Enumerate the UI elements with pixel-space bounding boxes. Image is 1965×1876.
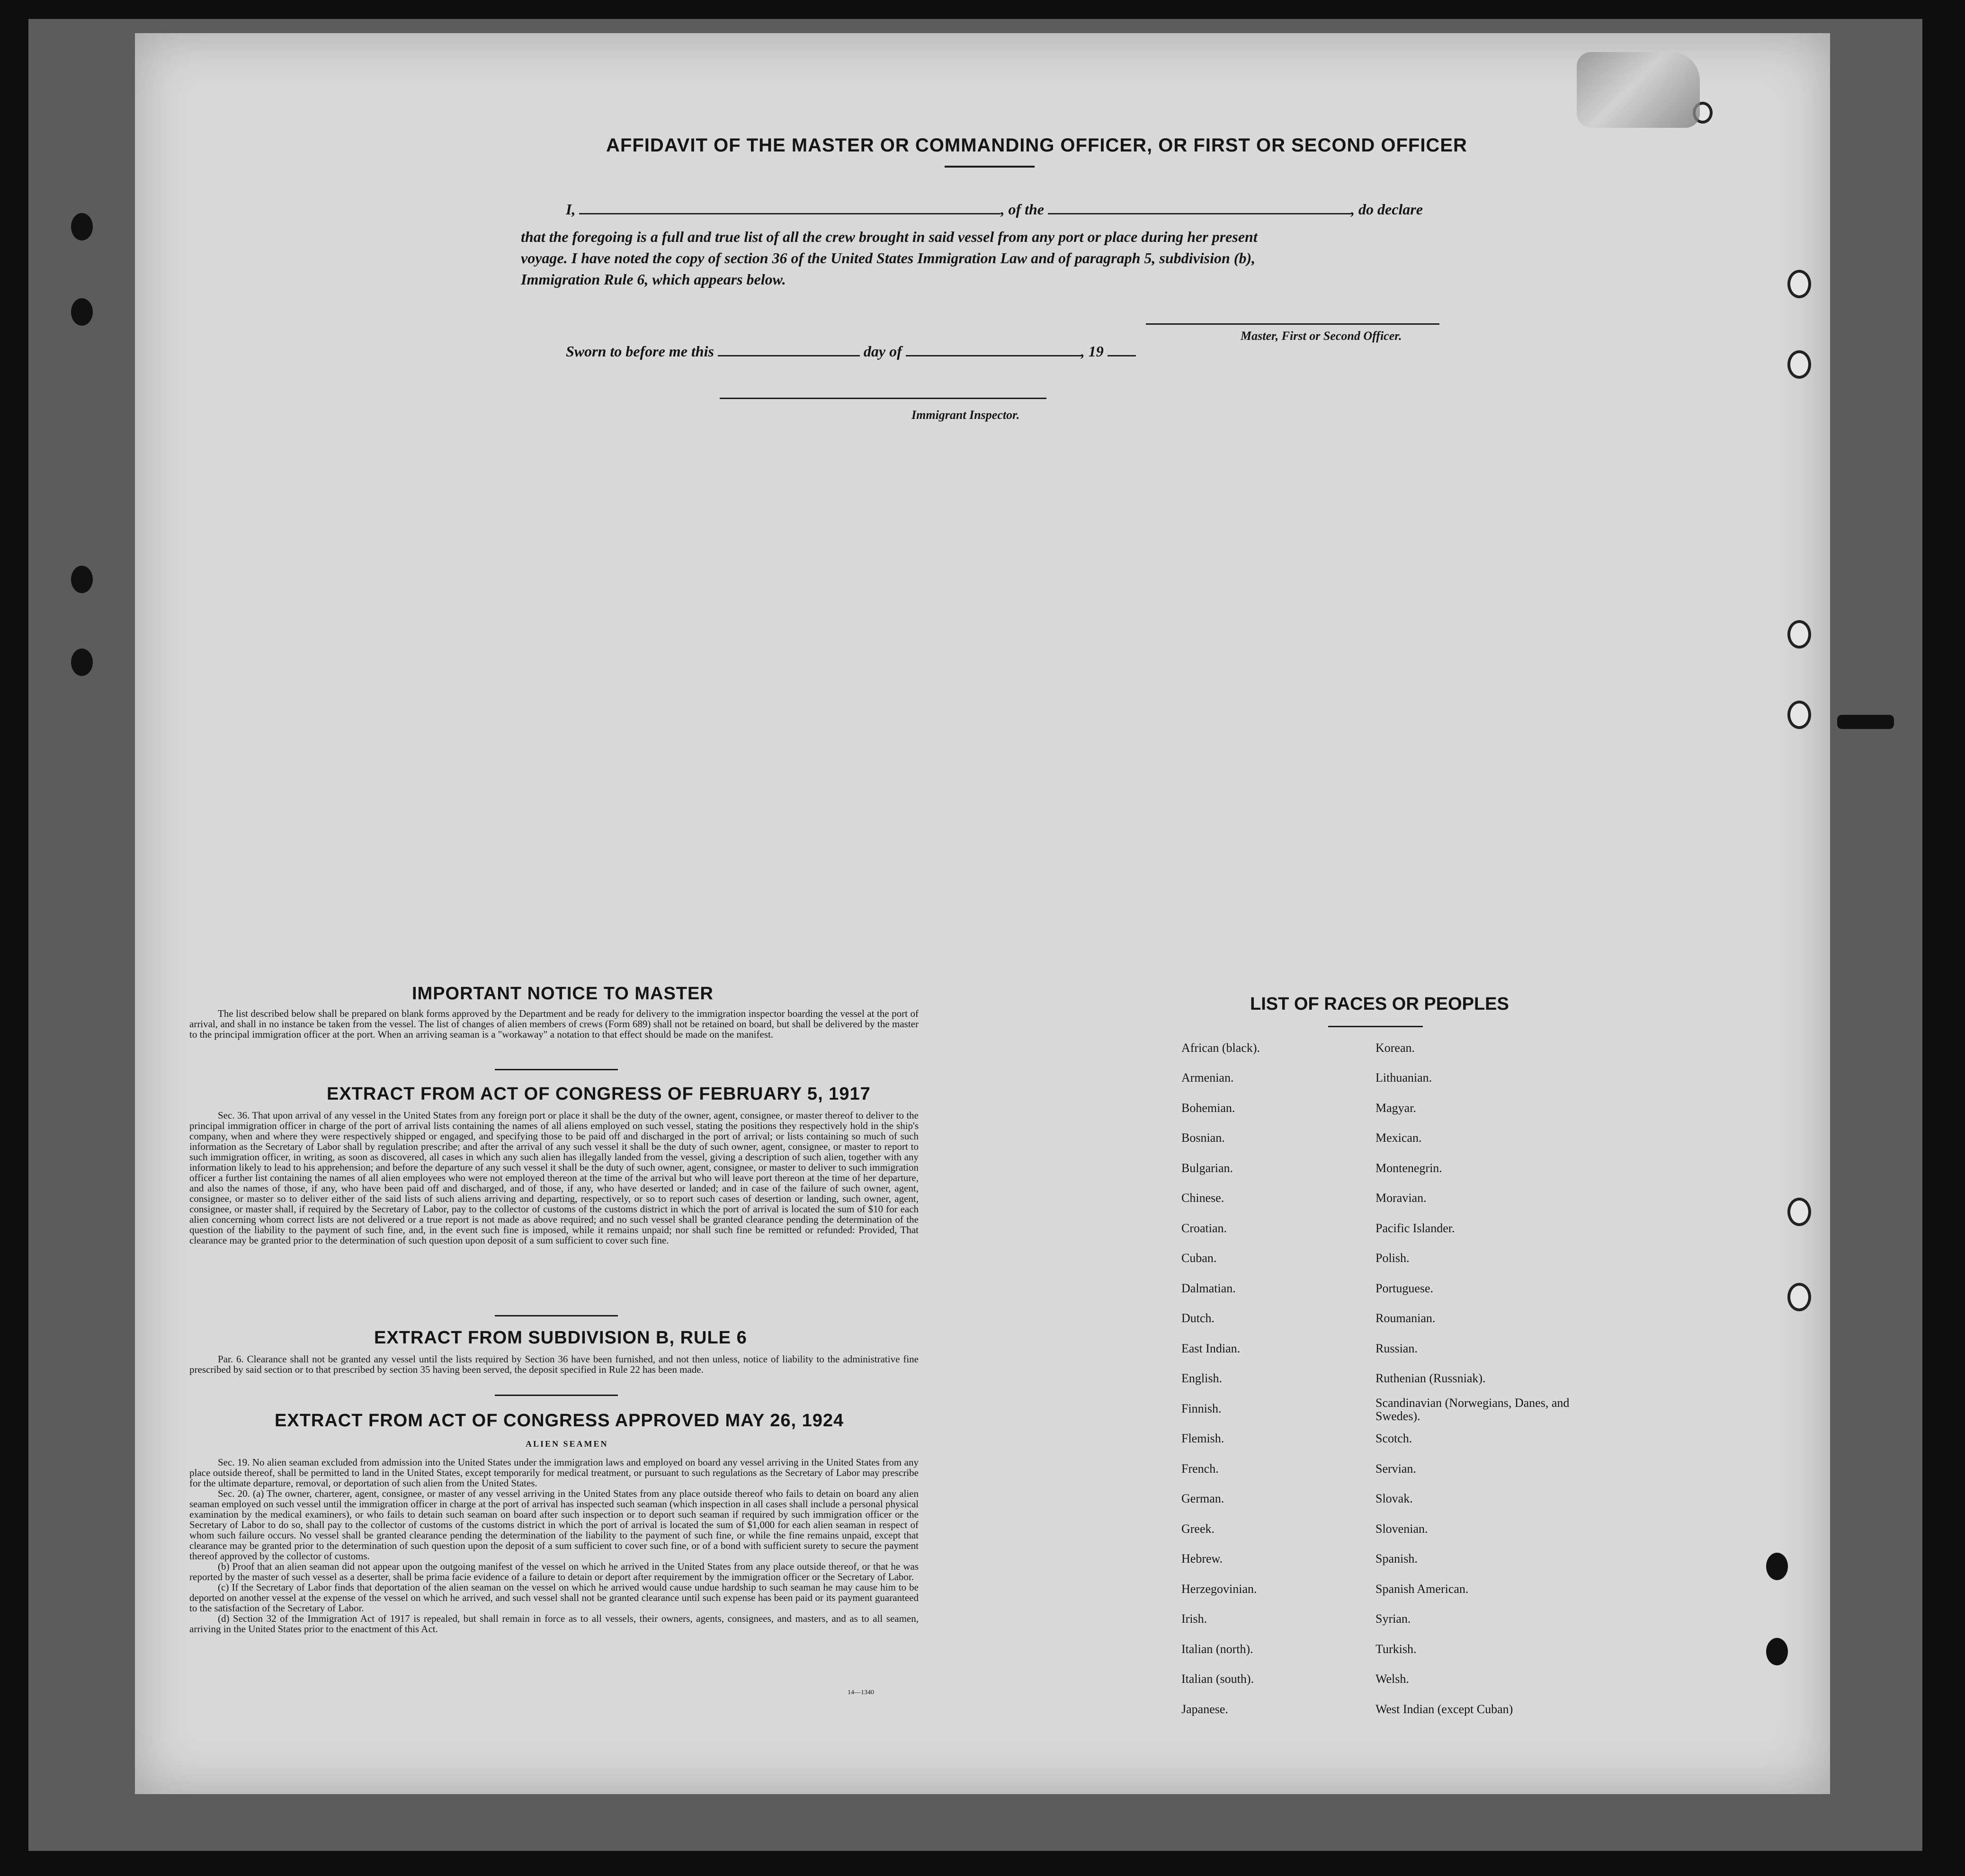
- race-item: Moravian.: [1376, 1191, 1427, 1205]
- race-item: German.: [1181, 1492, 1224, 1505]
- race-item: Lithuanian.: [1376, 1071, 1432, 1085]
- race-item: Italian (south).: [1181, 1672, 1254, 1686]
- race-item: Hebrew.: [1181, 1552, 1223, 1565]
- race-item: Roumanian.: [1376, 1311, 1436, 1325]
- race-item: Spanish American.: [1376, 1582, 1469, 1596]
- binder-hole: [1787, 620, 1811, 649]
- race-item: Mexican.: [1376, 1131, 1422, 1145]
- day-blank[interactable]: [718, 342, 860, 356]
- notice-title: IMPORTANT NOTICE TO MASTER: [412, 984, 714, 1004]
- year-blank[interactable]: [1108, 342, 1136, 356]
- race-item: Italian (north).: [1181, 1642, 1253, 1656]
- race-item: Slovak.: [1376, 1492, 1413, 1505]
- race-item: English.: [1181, 1371, 1222, 1385]
- sec-19-text: Sec. 19. No alien seaman excluded from admission into the United States under the immigration laws and employed on board any vessel arriving in the United States from any place outside thereof, shall be permitted to land in the United States, except temporarily for medical treatment, or pursuant to such regulations as the Secretary of Labor may prescribe for the ultimate departure, removal, or deportation of such alien from the United States.: [189, 1457, 919, 1489]
- affidavit-line-3: voyage. I have noted the copy of section 36 of the United States Immigration Law and of paragraph 5, subdivision (b),: [521, 249, 1256, 267]
- binder-hole: [1787, 350, 1811, 379]
- race-item: Russian.: [1376, 1342, 1418, 1355]
- sec-36-text: Sec. 36. That upon arrival of any vessel in the United States from any foreign port or place it shall be the duty of the owner, agent, consignee, or master thereof to deliver to the principal immigration officer in charge of the port of arrival lists containing the names of all aliens employed on such vessel, stating the positions they respectively hold in the ship's company, when and where they were respectively shipped or engaged, and specifying those to be paid off and discharged in the port of arrival; or lists containing so much of such information as the Secretary of Labor shall by regulation prescribe; and after the arrival of any such vessel it shall be the duty of such owner, agent, consignee, or master to report to such immigration officer, in writing, as soon as discovered, all cases in which any such alien has illegally landed from the vessel, giving a description of such alien, together with any information likely to lead to his apprehension; and before the departure of any such vessel it shall be the duty of such owner, agent, consignee, or master to deliver to such immigration officer a further list containing the names of all alien employees who were not employed thereon at the time of the arrival but who will leave port thereon at the time of her departure, and also the names of those, if any, who have been paid off and discharged, and of those, if any, who have deserted or landed; and in case of the failure of such owner, agent, consignee, or master so to deliver either of the said lists of such aliens arriving and departing, respectively, or so to report such cases of desertion or landing, such owner, agent, consignee, or master shall, if required by the Secretary of Labor, pay to the collector of customs of the customs district in which the port of arrival is located the sum of $10 for each alien concerning whom correct lists are not delivered or a true report is not made as above required; and no such vessel shall be granted clearance pending the determination of the question of the liability to the payment of such fine, and, in the event such fine is imposed, while it remains unpaid; nor shall such fine be remitted or refunded: Provided, That clearance may be granted prior to the determination of such question upon deposit of a sum sufficient to cover such fine.: [189, 1110, 919, 1246]
- races-title: LIST OF RACES OR PEOPLES: [1250, 994, 1509, 1014]
- binder-hole: [1766, 1638, 1788, 1665]
- rule-6-title: EXTRACT FROM SUBDIVISION B, RULE 6: [374, 1328, 747, 1348]
- race-item: Korean.: [1376, 1041, 1415, 1055]
- par-6-text: Par. 6. Clearance shall not be granted any vessel until the lists required by Section 36 have been furnished, and not then unless, notice of liability to the administrative fine prescribed by said section or to that prescribed by section 35 having been served, the deposit specified in Rule 22 has been made.: [189, 1353, 919, 1375]
- master-signature-line[interactable]: [1146, 323, 1439, 325]
- binder-hole: [1787, 1283, 1811, 1311]
- day-of-label: day of: [863, 343, 902, 360]
- form-number: 14—1340: [848, 1689, 874, 1696]
- race-item: Bosnian.: [1181, 1131, 1225, 1145]
- divider: [495, 1395, 618, 1396]
- race-item: Portuguese.: [1376, 1281, 1434, 1295]
- sworn-label: Sworn to before me this: [566, 343, 714, 360]
- divider: [495, 1069, 618, 1070]
- race-item: Pacific Islander.: [1376, 1221, 1455, 1235]
- race-item: East Indian.: [1181, 1342, 1241, 1355]
- race-item: Bohemian.: [1181, 1101, 1235, 1115]
- sec-20c-text: (c) If the Secretary of Labor finds that deportation of the alien seaman on the vessel on which he arrived would cause undue hardship to such seaman he may cause him to be deported on another vessel at the expense of the vessel on which he arrived, and such vessel shall not be granted clearance until such expense has been paid or its payment guaranteed to the satisfaction of the Secretary of Labor.: [189, 1582, 919, 1614]
- race-item: Syrian.: [1376, 1612, 1411, 1626]
- binder-hole: [1766, 1553, 1788, 1580]
- binder-hole: [71, 213, 93, 240]
- affidavit-title: AFFIDAVIT OF THE MASTER OR COMMANDING OFFICER, OR FIRST OR SECOND OFFICER: [606, 135, 1467, 156]
- inspector-label: Immigrant Inspector.: [911, 408, 1020, 422]
- binder-hole: [71, 298, 93, 326]
- race-item: Cuban.: [1181, 1251, 1217, 1265]
- race-item: Japanese.: [1181, 1702, 1228, 1716]
- race-item: Spanish.: [1376, 1552, 1418, 1565]
- alien-seamen-subtitle: ALIEN SEAMEN: [526, 1439, 608, 1449]
- race-item: Montenegrin.: [1376, 1161, 1442, 1175]
- race-item: Greek.: [1181, 1522, 1215, 1536]
- race-item: Scotch.: [1376, 1431, 1412, 1445]
- divider: [1328, 1026, 1423, 1027]
- year-label: , 19: [1081, 343, 1104, 360]
- affidavit-line-2: that the foregoing is a full and true list of all the crew brought in said vessel from any port or place during her present: [521, 228, 1258, 245]
- binder-tab: [1837, 715, 1894, 729]
- race-item: Bulgarian.: [1181, 1161, 1233, 1175]
- race-item: Croatian.: [1181, 1221, 1227, 1235]
- name-blank[interactable]: [579, 200, 1000, 214]
- race-item: Ruthenian (Russniak).: [1376, 1371, 1486, 1385]
- divider: [945, 166, 1035, 168]
- affidavit-line-1: [566, 199, 1423, 220]
- sec-20b-text: (b) Proof that an alien seaman did not appear upon the outgoing manifest of the vessel on which he arrived in the United States from any place outside thereof, or that he was reported by the master of such vessel as a deserter, shall be prima facie evidence of a failure to detain or deport after requirement by the immigration officer or the Secretary of Labor.: [189, 1561, 919, 1583]
- affidavit-line-4: Immigration Rule 6, which appears below.: [521, 271, 786, 288]
- rule-6-body: [189, 1354, 919, 1375]
- race-item: Chinese.: [1181, 1191, 1224, 1205]
- race-item: Flemish.: [1181, 1431, 1224, 1445]
- vessel-blank[interactable]: [1048, 200, 1351, 214]
- race-item: West Indian (except Cuban): [1376, 1702, 1513, 1716]
- race-item: Welsh.: [1376, 1672, 1409, 1686]
- of-the-label: , of the: [1000, 201, 1044, 218]
- sec-20a-text: Sec. 20. (a) The owner, charterer, agent, consignee, or master of any vessel arriving in the United States from any place outside thereof who fails to detain on board any alien seaman employed on such vessel until the immigration officer in charge at the port of arrival has inspected such seaman (which inspection in all cases shall include a personal physical examination by the medical examiners), or who fails to detain such seaman on board after such inspection or to deport such seaman if required by such immigration officer or the Secretary of Labor to do so, shall pay to the collector of customs of the customs district in which the port of arrival is located the sum of $1,000 for each alien seaman in respect of whom such failure occurs. No vessel shall be granted clearance pending the determination of the liability to the payment of such fine, or while the fine remains unpaid, except that clearance may be granted prior to the determination of such question upon the deposit of a sum sufficient to cover such fine, or of a bond with sufficient surety to secure the payment thereof approved by the collector of customs.: [189, 1488, 919, 1562]
- race-item: Armenian.: [1181, 1071, 1234, 1085]
- race-item: African (black).: [1181, 1041, 1260, 1055]
- race-item: Finnish.: [1181, 1402, 1222, 1415]
- month-blank[interactable]: [906, 342, 1081, 356]
- sec-20d-text: (d) Section 32 of the Immigration Act of 1917 is repealed, but shall remain in force as to all vessels, their owners, agents, consignees, and masters, and as to all seamen, arriving in the United States prior to the enactment of this Act.: [189, 1613, 919, 1635]
- i-label: I,: [566, 201, 576, 218]
- race-item: Herzegovinian.: [1181, 1582, 1257, 1596]
- race-item: Dutch.: [1181, 1311, 1215, 1325]
- race-item: Polish.: [1376, 1251, 1410, 1265]
- race-item: Magyar.: [1376, 1101, 1416, 1115]
- binder-hole: [71, 649, 93, 676]
- notice-body: [189, 1008, 919, 1040]
- extract-1924-body: [189, 1457, 919, 1634]
- binder-hole: [1787, 270, 1811, 298]
- race-item: Servian.: [1376, 1462, 1416, 1476]
- sworn-line: [566, 341, 1136, 362]
- race-item: Slovenian.: [1376, 1522, 1428, 1536]
- extract-1924-title: EXTRACT FROM ACT OF CONGRESS APPROVED MAY 26, 1924: [275, 1411, 844, 1431]
- master-label: Master, First or Second Officer.: [1241, 329, 1402, 343]
- extract-1917-body: [189, 1110, 919, 1245]
- race-item: Turkish.: [1376, 1642, 1417, 1656]
- race-item: Scandinavian (Norwegians, Danes, and Swedes).: [1376, 1396, 1570, 1423]
- race-item: Dalmatian.: [1181, 1281, 1236, 1295]
- binder-hole: [1787, 701, 1811, 729]
- extract-1917-title: EXTRACT FROM ACT OF CONGRESS OF FEBRUARY 5, 1917: [327, 1084, 871, 1104]
- inspector-signature-line[interactable]: [720, 398, 1046, 399]
- do-declare-label: , do declare: [1351, 201, 1423, 218]
- race-item: French.: [1181, 1462, 1219, 1476]
- paper-clip: [1577, 52, 1700, 128]
- binder-hole: [1787, 1198, 1811, 1226]
- notice-text: The list described below shall be prepared on blank forms approved by the Department and be ready for delivery to the immigration inspector boarding the vessel at the port of arrival, and shall in no instance be taken from the vessel. The list of changes of alien members of crews (Form 689) shall not be retained on board, but shall be delivered by the master to the principal immigration officer at the port. When an arriving seaman is a "workaway" a notation to that effect should be made on the manifest.: [189, 1008, 919, 1040]
- divider: [495, 1315, 618, 1316]
- race-item: Irish.: [1181, 1612, 1207, 1626]
- binder-hole: [71, 566, 93, 593]
